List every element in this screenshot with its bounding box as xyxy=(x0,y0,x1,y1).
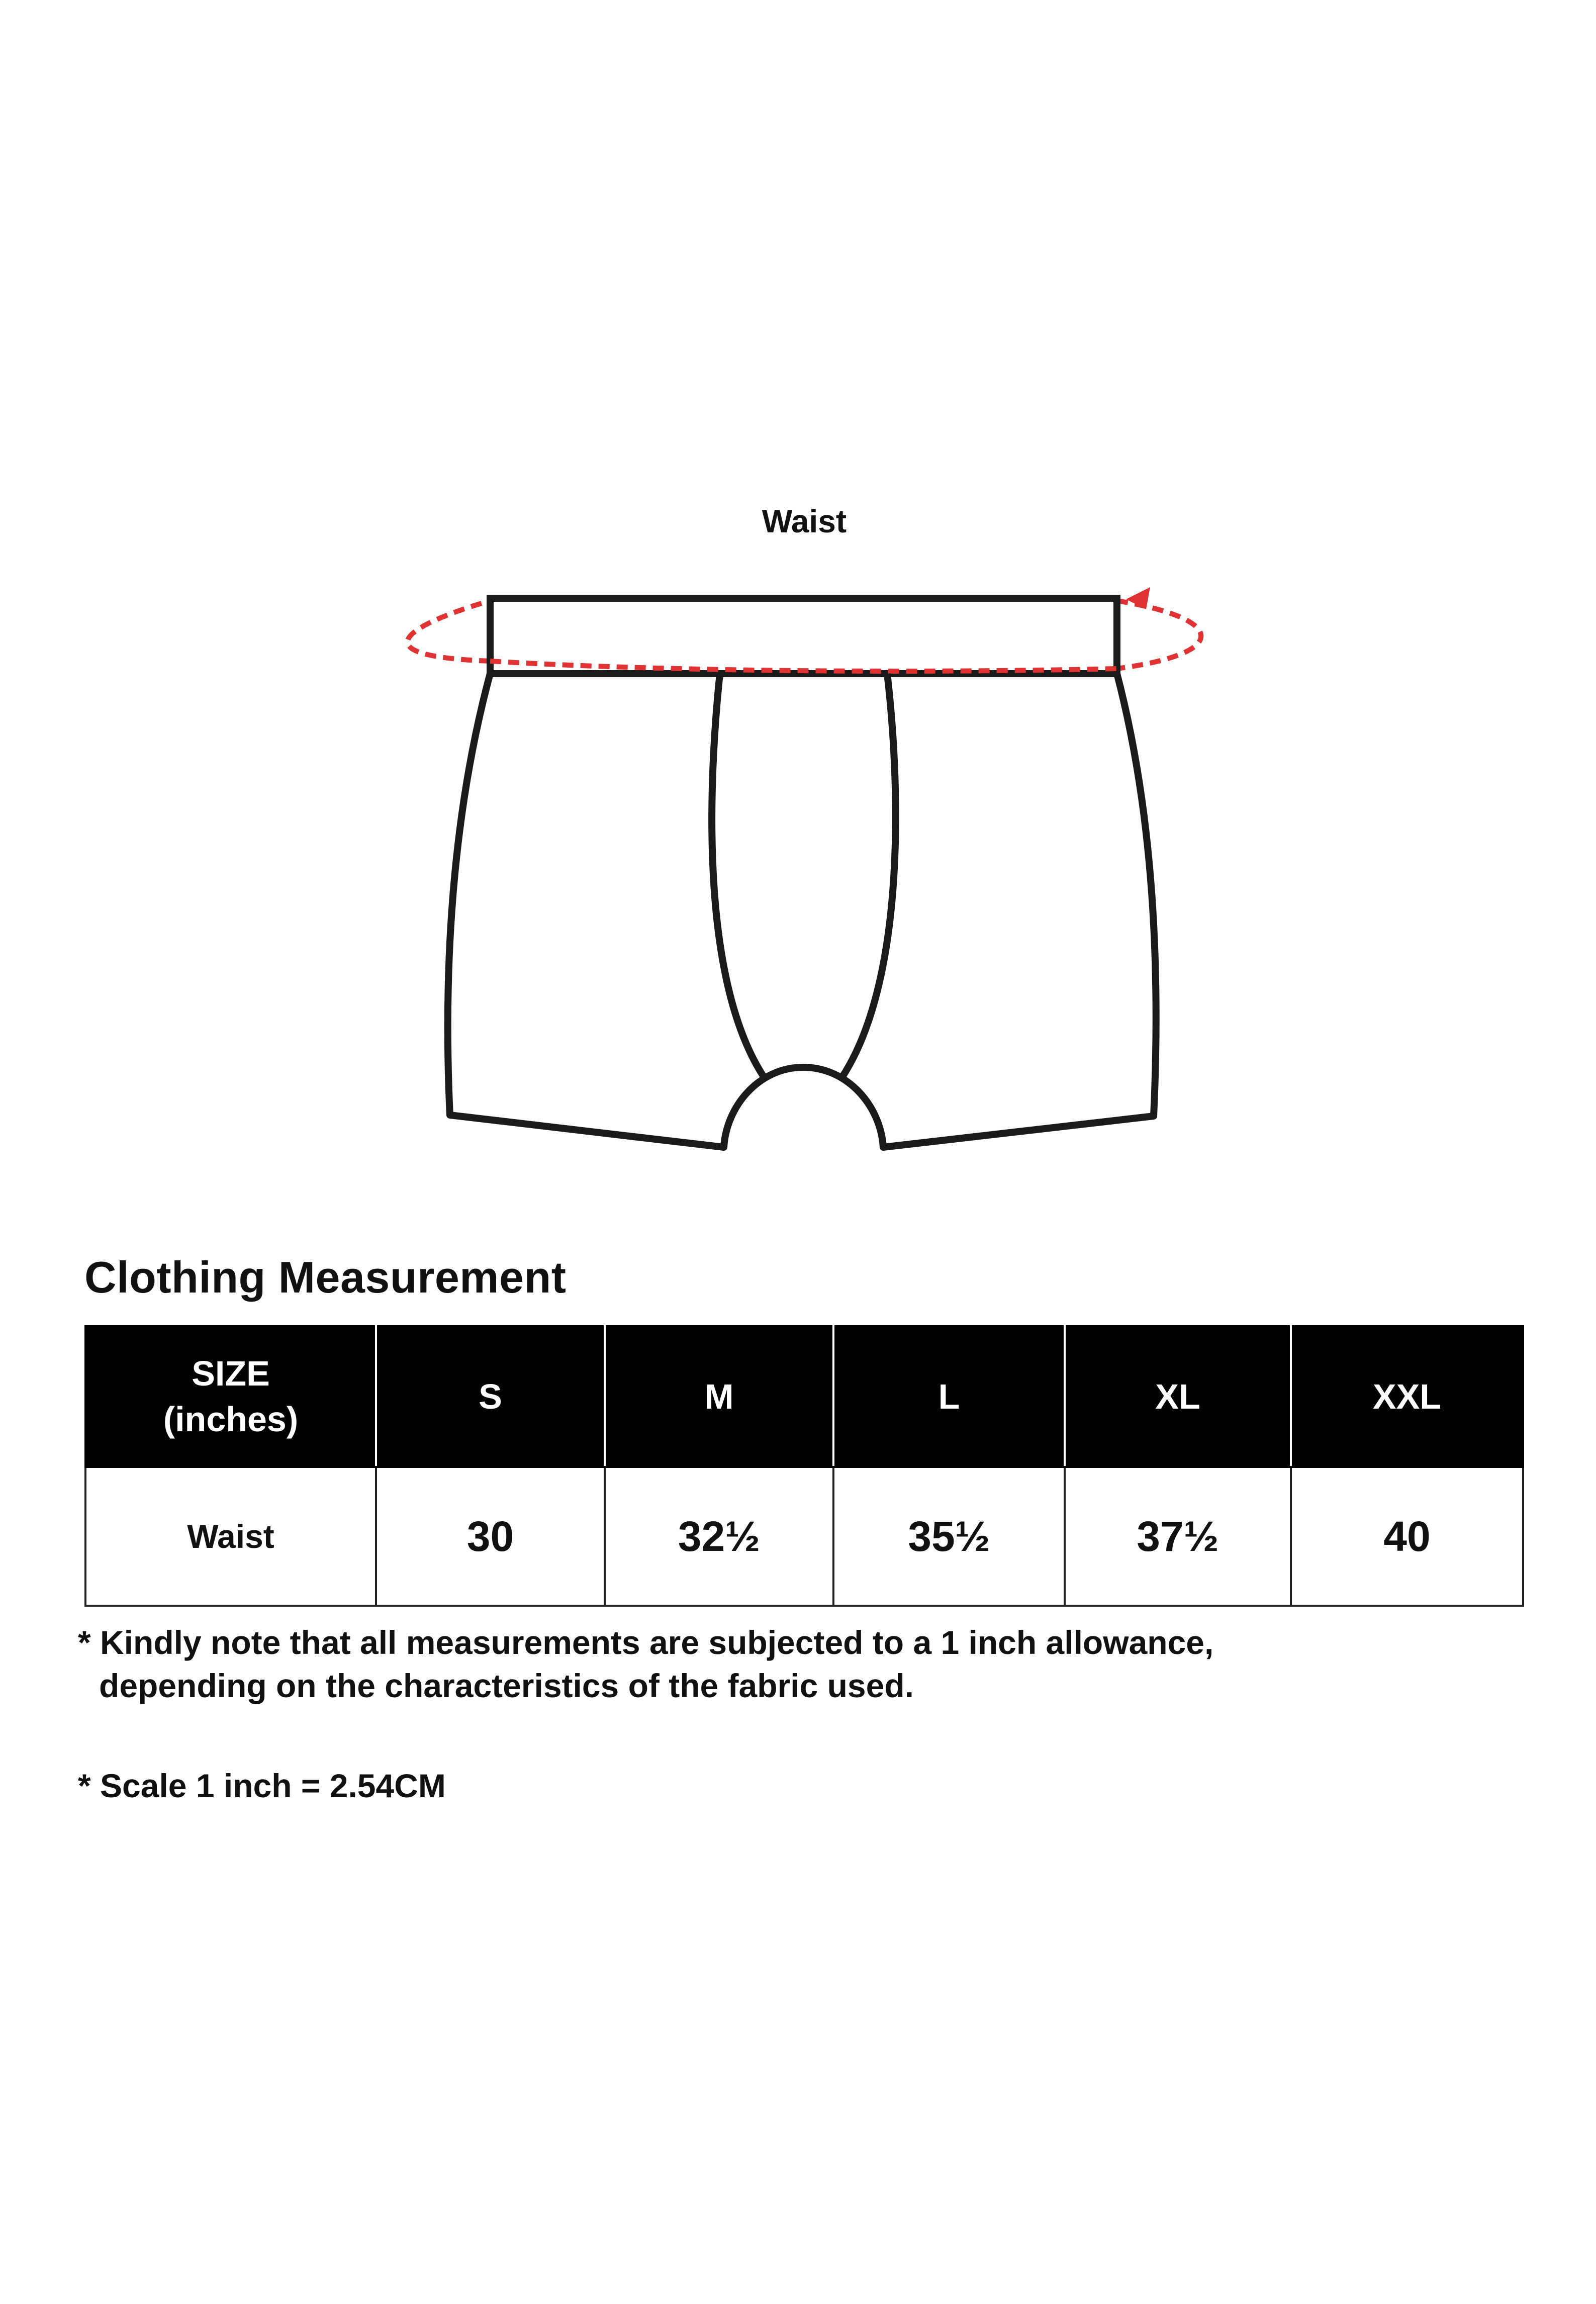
pouch-seam-left xyxy=(712,674,764,1077)
scale-note: * Scale 1 inch = 2.54CM xyxy=(78,1767,446,1804)
size-chart-table xyxy=(84,1325,1524,1607)
waist-value-xxl: 40 xyxy=(1291,1467,1523,1606)
size-col-s: S xyxy=(376,1326,605,1467)
table-row xyxy=(85,1467,1523,1606)
size-col-l: L xyxy=(833,1326,1065,1467)
section-title: Clothing Measurement xyxy=(84,1252,567,1302)
pouch-seam-right xyxy=(842,674,896,1077)
waist-diagram-label: Waist xyxy=(762,503,847,539)
row-label-waist: Waist xyxy=(85,1467,376,1606)
size-col-xl: XL xyxy=(1065,1326,1291,1467)
size-header-unit: (inches) xyxy=(163,1400,299,1439)
waistband-outline xyxy=(490,598,1117,674)
waist-value-m: 32½ xyxy=(605,1467,833,1606)
allowance-note xyxy=(78,1621,1213,1708)
size-header-cell xyxy=(85,1326,376,1467)
boxer-body-outline xyxy=(448,674,1156,1147)
allowance-note-line1: * Kindly note that all measurements are subjected to a 1 inch allowance, xyxy=(78,1624,1214,1661)
size-header-label: SIZE xyxy=(192,1354,270,1393)
waist-value-xl: 37½ xyxy=(1065,1467,1291,1606)
size-col-m: M xyxy=(605,1326,833,1467)
size-col-xxl: XXL xyxy=(1291,1326,1523,1467)
waist-value-s: 30 xyxy=(376,1467,605,1606)
table-header-row xyxy=(85,1326,1523,1467)
waist-value-l: 35½ xyxy=(833,1467,1065,1606)
allowance-note-line2: depending on the characteristics of the fabric used. xyxy=(99,1667,914,1704)
